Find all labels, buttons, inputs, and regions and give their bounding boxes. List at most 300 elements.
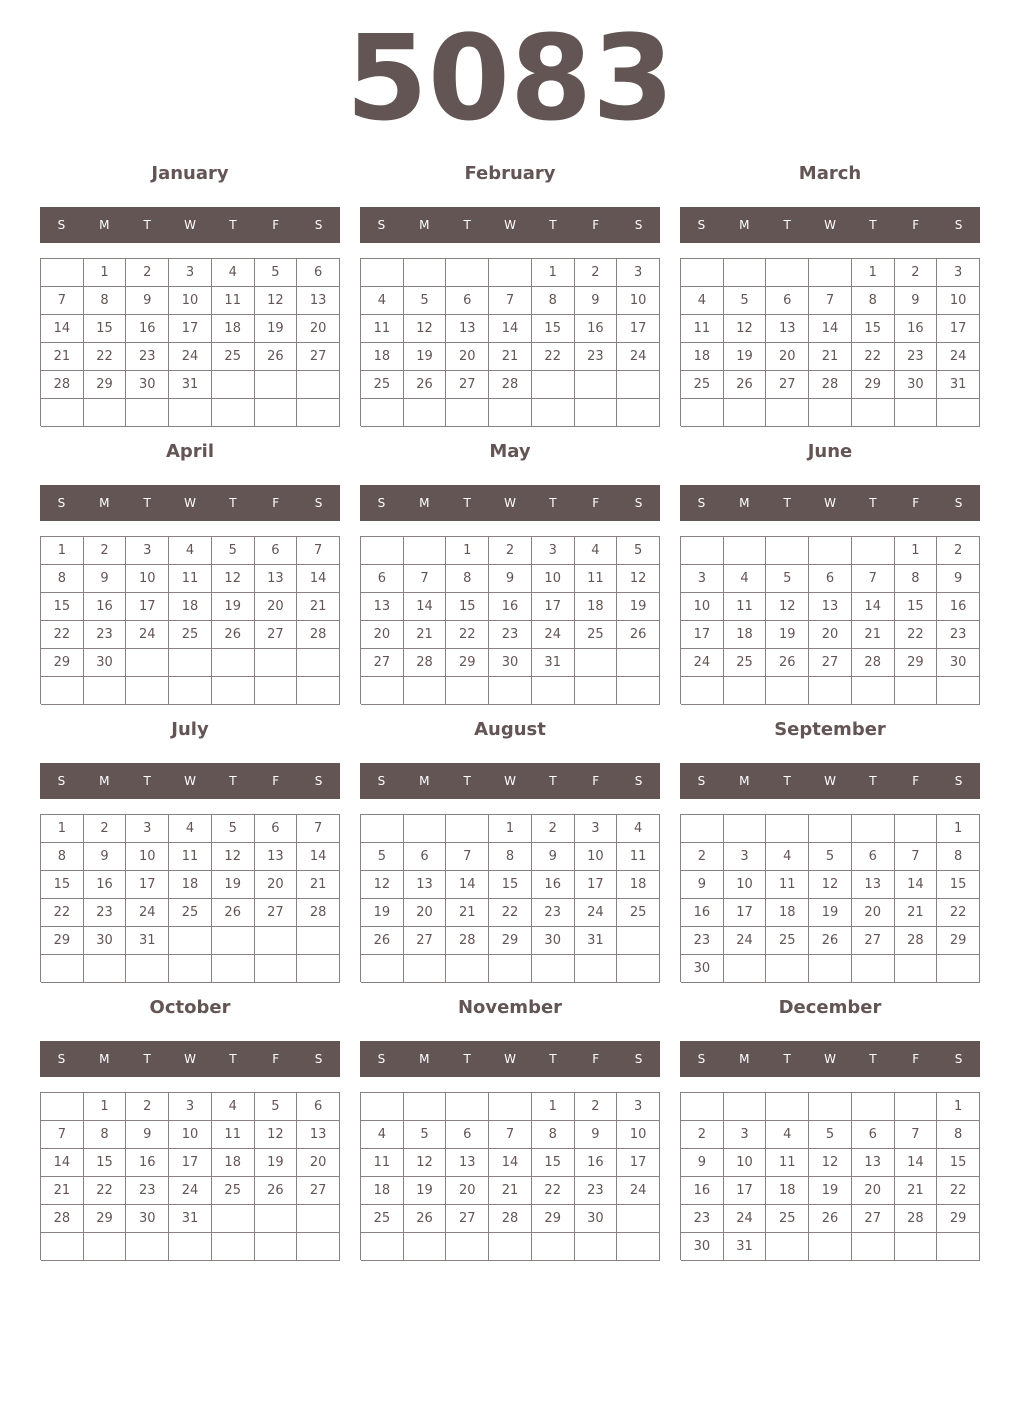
day-cell[interactable]: 10 <box>937 287 980 315</box>
day-cell[interactable]: 12 <box>617 565 660 593</box>
day-cell[interactable]: 26 <box>255 1177 298 1205</box>
day-cell[interactable]: 16 <box>532 871 575 899</box>
day-cell[interactable]: 4 <box>361 287 404 315</box>
day-cell[interactable]: 11 <box>212 287 255 315</box>
day-cell[interactable]: 24 <box>937 343 980 371</box>
day-cell[interactable]: 16 <box>937 593 980 621</box>
day-cell[interactable]: 16 <box>84 871 127 899</box>
day-cell[interactable]: 2 <box>681 1121 724 1149</box>
day-cell[interactable]: 21 <box>489 343 532 371</box>
day-cell[interactable]: 29 <box>852 371 895 399</box>
day-cell[interactable]: 14 <box>895 871 938 899</box>
day-cell[interactable]: 6 <box>852 1121 895 1149</box>
day-cell[interactable]: 19 <box>255 315 298 343</box>
day-cell[interactable]: 20 <box>446 343 489 371</box>
day-cell[interactable]: 3 <box>169 259 212 287</box>
day-cell[interactable]: 7 <box>297 537 340 565</box>
day-cell[interactable]: 16 <box>84 593 127 621</box>
day-cell[interactable]: 28 <box>297 621 340 649</box>
day-cell[interactable]: 19 <box>766 621 809 649</box>
day-cell[interactable]: 8 <box>532 287 575 315</box>
day-cell[interactable]: 18 <box>212 315 255 343</box>
day-cell[interactable]: 6 <box>255 815 298 843</box>
day-cell[interactable]: 17 <box>681 621 724 649</box>
day-cell[interactable]: 22 <box>895 621 938 649</box>
day-cell[interactable]: 7 <box>852 565 895 593</box>
day-cell[interactable]: 7 <box>809 287 852 315</box>
day-cell[interactable]: 28 <box>852 649 895 677</box>
day-cell[interactable]: 25 <box>724 649 767 677</box>
day-cell[interactable]: 15 <box>41 871 84 899</box>
day-cell[interactable]: 5 <box>361 843 404 871</box>
day-cell[interactable]: 24 <box>532 621 575 649</box>
day-cell[interactable]: 24 <box>169 1177 212 1205</box>
day-cell[interactable]: 9 <box>84 843 127 871</box>
day-cell[interactable]: 25 <box>169 621 212 649</box>
day-cell[interactable]: 30 <box>681 1233 724 1261</box>
day-cell[interactable]: 7 <box>446 843 489 871</box>
day-cell[interactable]: 25 <box>361 371 404 399</box>
day-cell[interactable]: 25 <box>169 899 212 927</box>
day-cell[interactable]: 20 <box>255 593 298 621</box>
day-cell[interactable]: 31 <box>532 649 575 677</box>
day-cell[interactable]: 19 <box>361 899 404 927</box>
day-cell[interactable]: 10 <box>617 287 660 315</box>
day-cell[interactable]: 6 <box>297 259 340 287</box>
day-cell[interactable]: 31 <box>937 371 980 399</box>
day-cell[interactable]: 22 <box>446 621 489 649</box>
day-cell[interactable]: 11 <box>575 565 618 593</box>
day-cell[interactable]: 14 <box>852 593 895 621</box>
day-cell[interactable]: 9 <box>532 843 575 871</box>
day-cell[interactable]: 5 <box>766 565 809 593</box>
day-cell[interactable]: 15 <box>937 871 980 899</box>
day-cell[interactable]: 16 <box>126 315 169 343</box>
day-cell[interactable]: 13 <box>361 593 404 621</box>
day-cell[interactable]: 12 <box>766 593 809 621</box>
day-cell[interactable]: 3 <box>617 1093 660 1121</box>
day-cell[interactable]: 9 <box>126 287 169 315</box>
day-cell[interactable]: 19 <box>255 1149 298 1177</box>
day-cell[interactable]: 8 <box>84 287 127 315</box>
day-cell[interactable]: 24 <box>681 649 724 677</box>
day-cell[interactable]: 9 <box>575 1121 618 1149</box>
day-cell[interactable]: 26 <box>766 649 809 677</box>
day-cell[interactable]: 19 <box>809 1177 852 1205</box>
day-cell[interactable]: 9 <box>575 287 618 315</box>
day-cell[interactable]: 16 <box>575 1149 618 1177</box>
day-cell[interactable]: 14 <box>404 593 447 621</box>
day-cell[interactable]: 19 <box>617 593 660 621</box>
day-cell[interactable]: 3 <box>681 565 724 593</box>
day-cell[interactable]: 20 <box>809 621 852 649</box>
day-cell[interactable]: 25 <box>212 1177 255 1205</box>
day-cell[interactable]: 17 <box>169 315 212 343</box>
day-cell[interactable]: 14 <box>41 315 84 343</box>
day-cell[interactable]: 18 <box>169 871 212 899</box>
day-cell[interactable]: 10 <box>575 843 618 871</box>
day-cell[interactable]: 19 <box>212 593 255 621</box>
day-cell[interactable]: 21 <box>297 871 340 899</box>
day-cell[interactable]: 14 <box>297 843 340 871</box>
day-cell[interactable]: 2 <box>489 537 532 565</box>
day-cell[interactable]: 27 <box>852 927 895 955</box>
day-cell[interactable]: 22 <box>489 899 532 927</box>
day-cell[interactable]: 21 <box>41 343 84 371</box>
day-cell[interactable]: 31 <box>169 371 212 399</box>
day-cell[interactable]: 13 <box>809 593 852 621</box>
day-cell[interactable]: 18 <box>681 343 724 371</box>
day-cell[interactable]: 27 <box>446 1205 489 1233</box>
day-cell[interactable]: 15 <box>41 593 84 621</box>
day-cell[interactable]: 22 <box>532 343 575 371</box>
day-cell[interactable]: 28 <box>809 371 852 399</box>
day-cell[interactable]: 13 <box>255 565 298 593</box>
day-cell[interactable]: 12 <box>212 843 255 871</box>
day-cell[interactable]: 10 <box>126 565 169 593</box>
day-cell[interactable]: 4 <box>169 815 212 843</box>
day-cell[interactable]: 8 <box>895 565 938 593</box>
day-cell[interactable]: 26 <box>255 343 298 371</box>
day-cell[interactable]: 26 <box>212 621 255 649</box>
day-cell[interactable]: 30 <box>532 927 575 955</box>
day-cell[interactable]: 4 <box>212 1093 255 1121</box>
day-cell[interactable]: 17 <box>126 871 169 899</box>
day-cell[interactable]: 20 <box>404 899 447 927</box>
day-cell[interactable]: 18 <box>575 593 618 621</box>
day-cell[interactable]: 3 <box>169 1093 212 1121</box>
day-cell[interactable]: 31 <box>575 927 618 955</box>
day-cell[interactable]: 28 <box>41 1205 84 1233</box>
day-cell[interactable]: 6 <box>852 843 895 871</box>
day-cell[interactable]: 9 <box>895 287 938 315</box>
day-cell[interactable]: 3 <box>617 259 660 287</box>
day-cell[interactable]: 6 <box>809 565 852 593</box>
day-cell[interactable]: 21 <box>41 1177 84 1205</box>
day-cell[interactable]: 21 <box>404 621 447 649</box>
day-cell[interactable]: 10 <box>724 1149 767 1177</box>
day-cell[interactable]: 25 <box>212 343 255 371</box>
day-cell[interactable]: 14 <box>489 315 532 343</box>
day-cell[interactable]: 24 <box>126 899 169 927</box>
day-cell[interactable]: 2 <box>681 843 724 871</box>
day-cell[interactable]: 7 <box>895 1121 938 1149</box>
day-cell[interactable]: 2 <box>895 259 938 287</box>
day-cell[interactable]: 14 <box>297 565 340 593</box>
day-cell[interactable]: 19 <box>404 1177 447 1205</box>
day-cell[interactable]: 2 <box>84 815 127 843</box>
day-cell[interactable]: 20 <box>852 899 895 927</box>
day-cell[interactable]: 26 <box>617 621 660 649</box>
day-cell[interactable]: 17 <box>575 871 618 899</box>
day-cell[interactable]: 29 <box>937 927 980 955</box>
day-cell[interactable]: 18 <box>724 621 767 649</box>
day-cell[interactable]: 7 <box>41 287 84 315</box>
day-cell[interactable]: 13 <box>297 1121 340 1149</box>
day-cell[interactable]: 30 <box>937 649 980 677</box>
day-cell[interactable]: 10 <box>532 565 575 593</box>
day-cell[interactable]: 28 <box>297 899 340 927</box>
day-cell[interactable]: 28 <box>446 927 489 955</box>
day-cell[interactable]: 1 <box>84 259 127 287</box>
day-cell[interactable]: 31 <box>169 1205 212 1233</box>
day-cell[interactable]: 5 <box>809 843 852 871</box>
day-cell[interactable]: 18 <box>361 1177 404 1205</box>
day-cell[interactable]: 11 <box>361 1149 404 1177</box>
day-cell[interactable]: 27 <box>766 371 809 399</box>
day-cell[interactable]: 30 <box>489 649 532 677</box>
day-cell[interactable]: 24 <box>617 1177 660 1205</box>
day-cell[interactable]: 3 <box>126 815 169 843</box>
day-cell[interactable]: 23 <box>126 1177 169 1205</box>
day-cell[interactable]: 22 <box>41 899 84 927</box>
day-cell[interactable]: 26 <box>809 927 852 955</box>
day-cell[interactable]: 15 <box>84 1149 127 1177</box>
day-cell[interactable]: 21 <box>895 899 938 927</box>
day-cell[interactable]: 19 <box>404 343 447 371</box>
day-cell[interactable]: 10 <box>681 593 724 621</box>
day-cell[interactable]: 29 <box>84 371 127 399</box>
day-cell[interactable]: 2 <box>937 537 980 565</box>
day-cell[interactable]: 23 <box>575 1177 618 1205</box>
day-cell[interactable]: 22 <box>937 1177 980 1205</box>
day-cell[interactable]: 21 <box>809 343 852 371</box>
day-cell[interactable]: 27 <box>361 649 404 677</box>
day-cell[interactable]: 15 <box>489 871 532 899</box>
day-cell[interactable]: 7 <box>404 565 447 593</box>
day-cell[interactable]: 12 <box>361 871 404 899</box>
day-cell[interactable]: 11 <box>212 1121 255 1149</box>
day-cell[interactable]: 8 <box>446 565 489 593</box>
day-cell[interactable]: 16 <box>681 1177 724 1205</box>
day-cell[interactable]: 5 <box>212 537 255 565</box>
day-cell[interactable]: 27 <box>809 649 852 677</box>
day-cell[interactable]: 29 <box>489 927 532 955</box>
day-cell[interactable]: 13 <box>766 315 809 343</box>
day-cell[interactable]: 30 <box>895 371 938 399</box>
day-cell[interactable]: 12 <box>212 565 255 593</box>
day-cell[interactable]: 12 <box>255 1121 298 1149</box>
day-cell[interactable]: 21 <box>489 1177 532 1205</box>
day-cell[interactable]: 2 <box>532 815 575 843</box>
day-cell[interactable]: 4 <box>766 843 809 871</box>
day-cell[interactable]: 1 <box>532 1093 575 1121</box>
day-cell[interactable]: 23 <box>937 621 980 649</box>
day-cell[interactable]: 10 <box>126 843 169 871</box>
day-cell[interactable]: 28 <box>489 1205 532 1233</box>
day-cell[interactable]: 20 <box>297 315 340 343</box>
day-cell[interactable]: 25 <box>766 1205 809 1233</box>
day-cell[interactable]: 15 <box>532 1149 575 1177</box>
day-cell[interactable]: 23 <box>532 899 575 927</box>
day-cell[interactable]: 22 <box>84 1177 127 1205</box>
day-cell[interactable]: 17 <box>532 593 575 621</box>
day-cell[interactable]: 17 <box>724 899 767 927</box>
day-cell[interactable]: 20 <box>255 871 298 899</box>
day-cell[interactable]: 26 <box>724 371 767 399</box>
day-cell[interactable]: 6 <box>255 537 298 565</box>
day-cell[interactable]: 5 <box>809 1121 852 1149</box>
day-cell[interactable]: 7 <box>895 843 938 871</box>
day-cell[interactable]: 24 <box>126 621 169 649</box>
day-cell[interactable]: 7 <box>297 815 340 843</box>
day-cell[interactable]: 17 <box>937 315 980 343</box>
day-cell[interactable]: 23 <box>84 621 127 649</box>
day-cell[interactable]: 10 <box>169 287 212 315</box>
day-cell[interactable]: 14 <box>895 1149 938 1177</box>
day-cell[interactable]: 6 <box>446 1121 489 1149</box>
day-cell[interactable]: 12 <box>404 1149 447 1177</box>
day-cell[interactable]: 3 <box>724 843 767 871</box>
day-cell[interactable]: 10 <box>724 871 767 899</box>
day-cell[interactable]: 1 <box>446 537 489 565</box>
day-cell[interactable]: 5 <box>255 259 298 287</box>
day-cell[interactable]: 4 <box>766 1121 809 1149</box>
day-cell[interactable]: 21 <box>446 899 489 927</box>
day-cell[interactable]: 11 <box>724 593 767 621</box>
day-cell[interactable]: 29 <box>446 649 489 677</box>
day-cell[interactable]: 18 <box>617 871 660 899</box>
day-cell[interactable]: 18 <box>361 343 404 371</box>
day-cell[interactable]: 11 <box>681 315 724 343</box>
day-cell[interactable]: 17 <box>617 315 660 343</box>
day-cell[interactable]: 30 <box>84 927 127 955</box>
day-cell[interactable]: 21 <box>297 593 340 621</box>
day-cell[interactable]: 13 <box>852 1149 895 1177</box>
day-cell[interactable]: 31 <box>724 1233 767 1261</box>
day-cell[interactable]: 22 <box>937 899 980 927</box>
day-cell[interactable]: 20 <box>297 1149 340 1177</box>
day-cell[interactable]: 30 <box>84 649 127 677</box>
day-cell[interactable]: 24 <box>169 343 212 371</box>
day-cell[interactable]: 13 <box>852 871 895 899</box>
day-cell[interactable]: 25 <box>361 1205 404 1233</box>
day-cell[interactable]: 23 <box>489 621 532 649</box>
day-cell[interactable]: 14 <box>41 1149 84 1177</box>
day-cell[interactable]: 17 <box>724 1177 767 1205</box>
day-cell[interactable]: 8 <box>489 843 532 871</box>
day-cell[interactable]: 2 <box>575 1093 618 1121</box>
day-cell[interactable]: 22 <box>852 343 895 371</box>
day-cell[interactable]: 20 <box>446 1177 489 1205</box>
day-cell[interactable]: 3 <box>126 537 169 565</box>
day-cell[interactable]: 19 <box>724 343 767 371</box>
day-cell[interactable]: 8 <box>852 287 895 315</box>
day-cell[interactable]: 12 <box>404 315 447 343</box>
day-cell[interactable]: 8 <box>937 1121 980 1149</box>
day-cell[interactable]: 5 <box>724 287 767 315</box>
day-cell[interactable]: 22 <box>84 343 127 371</box>
day-cell[interactable]: 3 <box>937 259 980 287</box>
day-cell[interactable]: 4 <box>361 1121 404 1149</box>
day-cell[interactable]: 9 <box>681 871 724 899</box>
day-cell[interactable]: 25 <box>575 621 618 649</box>
day-cell[interactable]: 2 <box>575 259 618 287</box>
day-cell[interactable]: 18 <box>169 593 212 621</box>
day-cell[interactable]: 16 <box>126 1149 169 1177</box>
day-cell[interactable]: 26 <box>404 371 447 399</box>
day-cell[interactable]: 14 <box>489 1149 532 1177</box>
day-cell[interactable]: 1 <box>937 815 980 843</box>
day-cell[interactable]: 12 <box>809 871 852 899</box>
day-cell[interactable]: 25 <box>681 371 724 399</box>
day-cell[interactable]: 5 <box>255 1093 298 1121</box>
day-cell[interactable]: 30 <box>681 955 724 983</box>
day-cell[interactable]: 29 <box>937 1205 980 1233</box>
day-cell[interactable]: 8 <box>41 843 84 871</box>
day-cell[interactable]: 6 <box>766 287 809 315</box>
day-cell[interactable]: 9 <box>84 565 127 593</box>
day-cell[interactable]: 15 <box>852 315 895 343</box>
day-cell[interactable]: 26 <box>404 1205 447 1233</box>
day-cell[interactable]: 2 <box>84 537 127 565</box>
day-cell[interactable]: 7 <box>489 287 532 315</box>
day-cell[interactable]: 1 <box>84 1093 127 1121</box>
day-cell[interactable]: 10 <box>169 1121 212 1149</box>
day-cell[interactable]: 28 <box>41 371 84 399</box>
day-cell[interactable]: 25 <box>617 899 660 927</box>
day-cell[interactable]: 26 <box>212 899 255 927</box>
day-cell[interactable]: 17 <box>617 1149 660 1177</box>
day-cell[interactable]: 15 <box>532 315 575 343</box>
day-cell[interactable]: 1 <box>41 537 84 565</box>
day-cell[interactable]: 22 <box>532 1177 575 1205</box>
day-cell[interactable]: 13 <box>446 1149 489 1177</box>
day-cell[interactable]: 4 <box>724 565 767 593</box>
day-cell[interactable]: 28 <box>404 649 447 677</box>
day-cell[interactable]: 3 <box>532 537 575 565</box>
day-cell[interactable]: 6 <box>446 287 489 315</box>
day-cell[interactable]: 27 <box>404 927 447 955</box>
day-cell[interactable]: 20 <box>766 343 809 371</box>
day-cell[interactable]: 8 <box>41 565 84 593</box>
day-cell[interactable]: 6 <box>361 565 404 593</box>
day-cell[interactable]: 18 <box>212 1149 255 1177</box>
day-cell[interactable]: 4 <box>169 537 212 565</box>
day-cell[interactable]: 18 <box>766 1177 809 1205</box>
day-cell[interactable]: 29 <box>84 1205 127 1233</box>
day-cell[interactable]: 11 <box>766 871 809 899</box>
day-cell[interactable]: 31 <box>126 927 169 955</box>
day-cell[interactable]: 4 <box>212 259 255 287</box>
day-cell[interactable]: 28 <box>489 371 532 399</box>
day-cell[interactable]: 11 <box>766 1149 809 1177</box>
day-cell[interactable]: 29 <box>41 649 84 677</box>
day-cell[interactable]: 10 <box>617 1121 660 1149</box>
day-cell[interactable]: 9 <box>937 565 980 593</box>
day-cell[interactable]: 7 <box>41 1121 84 1149</box>
day-cell[interactable]: 12 <box>809 1149 852 1177</box>
day-cell[interactable]: 30 <box>575 1205 618 1233</box>
day-cell[interactable]: 24 <box>575 899 618 927</box>
day-cell[interactable]: 2 <box>126 259 169 287</box>
day-cell[interactable]: 12 <box>255 287 298 315</box>
day-cell[interactable]: 27 <box>255 621 298 649</box>
day-cell[interactable]: 16 <box>575 315 618 343</box>
day-cell[interactable]: 11 <box>169 843 212 871</box>
day-cell[interactable]: 13 <box>297 287 340 315</box>
day-cell[interactable]: 22 <box>41 621 84 649</box>
day-cell[interactable]: 1 <box>937 1093 980 1121</box>
day-cell[interactable]: 26 <box>809 1205 852 1233</box>
day-cell[interactable]: 9 <box>126 1121 169 1149</box>
day-cell[interactable]: 4 <box>681 287 724 315</box>
day-cell[interactable]: 11 <box>617 843 660 871</box>
day-cell[interactable]: 23 <box>84 899 127 927</box>
day-cell[interactable]: 29 <box>41 927 84 955</box>
day-cell[interactable]: 17 <box>169 1149 212 1177</box>
day-cell[interactable]: 27 <box>255 899 298 927</box>
